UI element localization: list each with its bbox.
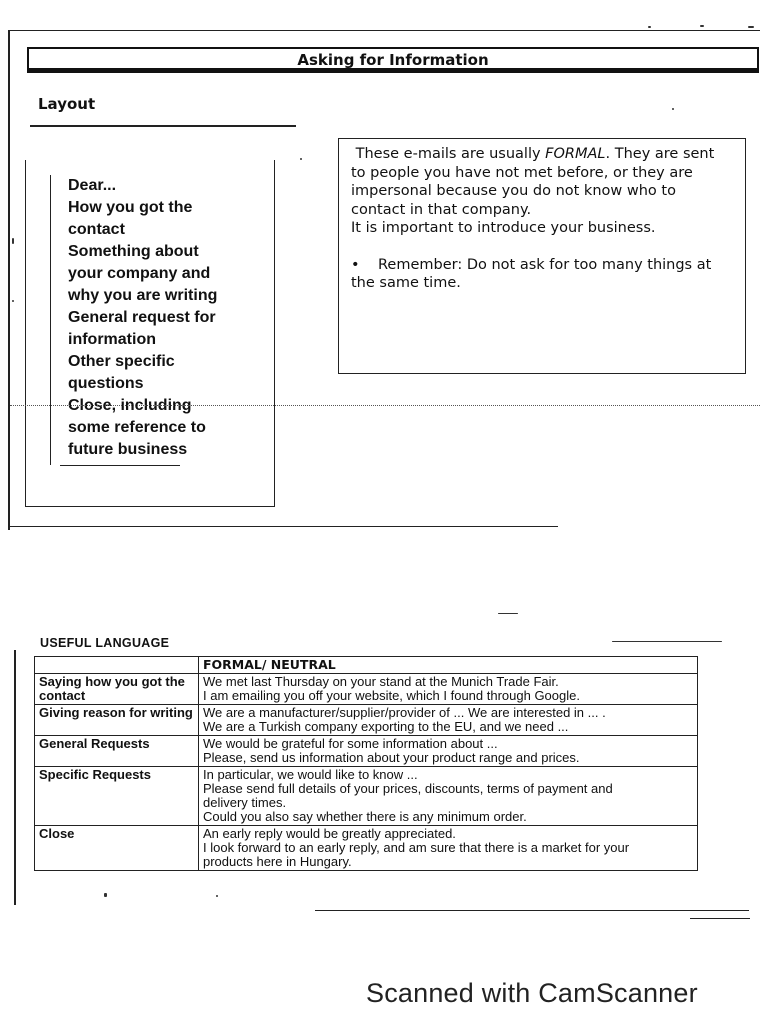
bottom-divider (315, 910, 749, 911)
column-header-formal: FORMAL/ NEUTRAL (199, 657, 698, 674)
useful-language-heading: USEFUL LANGUAGE (40, 636, 170, 650)
phrase: delivery times. (203, 795, 287, 810)
scan-speck (12, 238, 14, 244)
layout-item: Close, including (68, 397, 192, 414)
phrase: I look forward to an early reply, and am sure that there is a market for your (203, 840, 630, 855)
row-phrases (199, 767, 698, 826)
useful-language-table (34, 656, 698, 871)
scan-speck (498, 613, 518, 614)
layout-box-inner-bottom (60, 465, 180, 466)
layout-item: questions (68, 375, 144, 392)
row-label: Close (35, 826, 199, 871)
bottom-divider-short (690, 918, 750, 919)
layout-heading: Layout (38, 95, 96, 113)
formal-info-box (338, 138, 746, 374)
scan-speck (748, 26, 754, 28)
layout-item: Dear... (68, 177, 117, 194)
row-label: Saying how you got the contact (35, 674, 199, 705)
scan-speck (672, 108, 674, 110)
scan-speck (612, 641, 722, 642)
phrase: I am emailing you off your website, which I found through Google. (203, 688, 580, 703)
camscanner-watermark: Scanned with CamScanner (366, 978, 698, 1008)
table-row (35, 826, 698, 871)
table-header-row (35, 657, 698, 674)
page-frame-left-lower (14, 650, 16, 905)
layout-underline (30, 125, 296, 127)
table-row (35, 767, 698, 826)
row-phrases (199, 674, 698, 705)
phrase: We met last Thursday on your stand at the Munich Trade Fair. (203, 674, 559, 689)
phrase: We are a Turkish company exporting to the EU, and we need ... (203, 719, 569, 734)
phrase: We are a manufacturer/supplier/provider of ... We are interested in ... . (203, 705, 606, 720)
scan-speck (700, 25, 704, 27)
row-label: Specific Requests (35, 767, 199, 826)
layout-item: How you got the (68, 199, 193, 216)
table-row (35, 674, 698, 705)
formal-emphasis: FORMAL (545, 146, 606, 162)
remember-note: • Remember: Do not ask for too many things at the same time. (351, 256, 712, 291)
row-label: Giving reason for writing (35, 705, 199, 736)
page-frame-top (8, 30, 760, 31)
row-phrases (199, 705, 698, 736)
table-header-empty (35, 657, 199, 674)
scan-speck (216, 895, 218, 897)
layout-list (68, 175, 268, 461)
phrase: In particular, we would like to know ... (203, 767, 418, 782)
phrase: We would be grateful for some information about ... (203, 736, 498, 751)
phrase: Could you also say whether there is any minimum order. (203, 809, 527, 824)
row-phrases (199, 826, 698, 871)
introduce-paragraph: It is important to introduce your business. (351, 220, 656, 236)
layout-box-inner-edge (50, 175, 51, 465)
bullet-icon: • (351, 256, 360, 273)
page-frame-left (8, 30, 10, 530)
layout-item: contact (68, 221, 125, 238)
page-title: Asking for Information (27, 47, 759, 73)
layout-item: Something about (68, 243, 199, 260)
phrase: Please send full details of your prices, discounts, terms of payment and (203, 781, 613, 796)
layout-item: General request for (68, 309, 216, 326)
table-row (35, 736, 698, 767)
layout-item: Other specific (68, 353, 175, 370)
phrase: An early reply would be greatly appreciated. (203, 826, 456, 841)
phrase: Please, send us information about your product range and prices. (203, 750, 580, 765)
formal-paragraph: These e-mails are usually FORMAL. They are sent to people you have not met before, or they are impersonal because you do not know who to contact in that company. (351, 146, 715, 218)
layout-item: your company and (68, 265, 211, 282)
layout-item: some reference to (68, 419, 206, 436)
layout-item: future business (68, 441, 188, 458)
layout-item: information (68, 331, 156, 348)
row-phrases (199, 736, 698, 767)
scan-speck (300, 158, 302, 160)
layout-item: why you are writing (68, 287, 218, 304)
section-divider (8, 526, 558, 527)
scan-speck (648, 26, 651, 28)
dotted-divider (10, 405, 760, 406)
table-row (35, 705, 698, 736)
row-label: General Requests (35, 736, 199, 767)
scan-speck (104, 893, 107, 897)
scan-speck (12, 300, 14, 302)
phrase: products here in Hungary. (203, 854, 352, 869)
